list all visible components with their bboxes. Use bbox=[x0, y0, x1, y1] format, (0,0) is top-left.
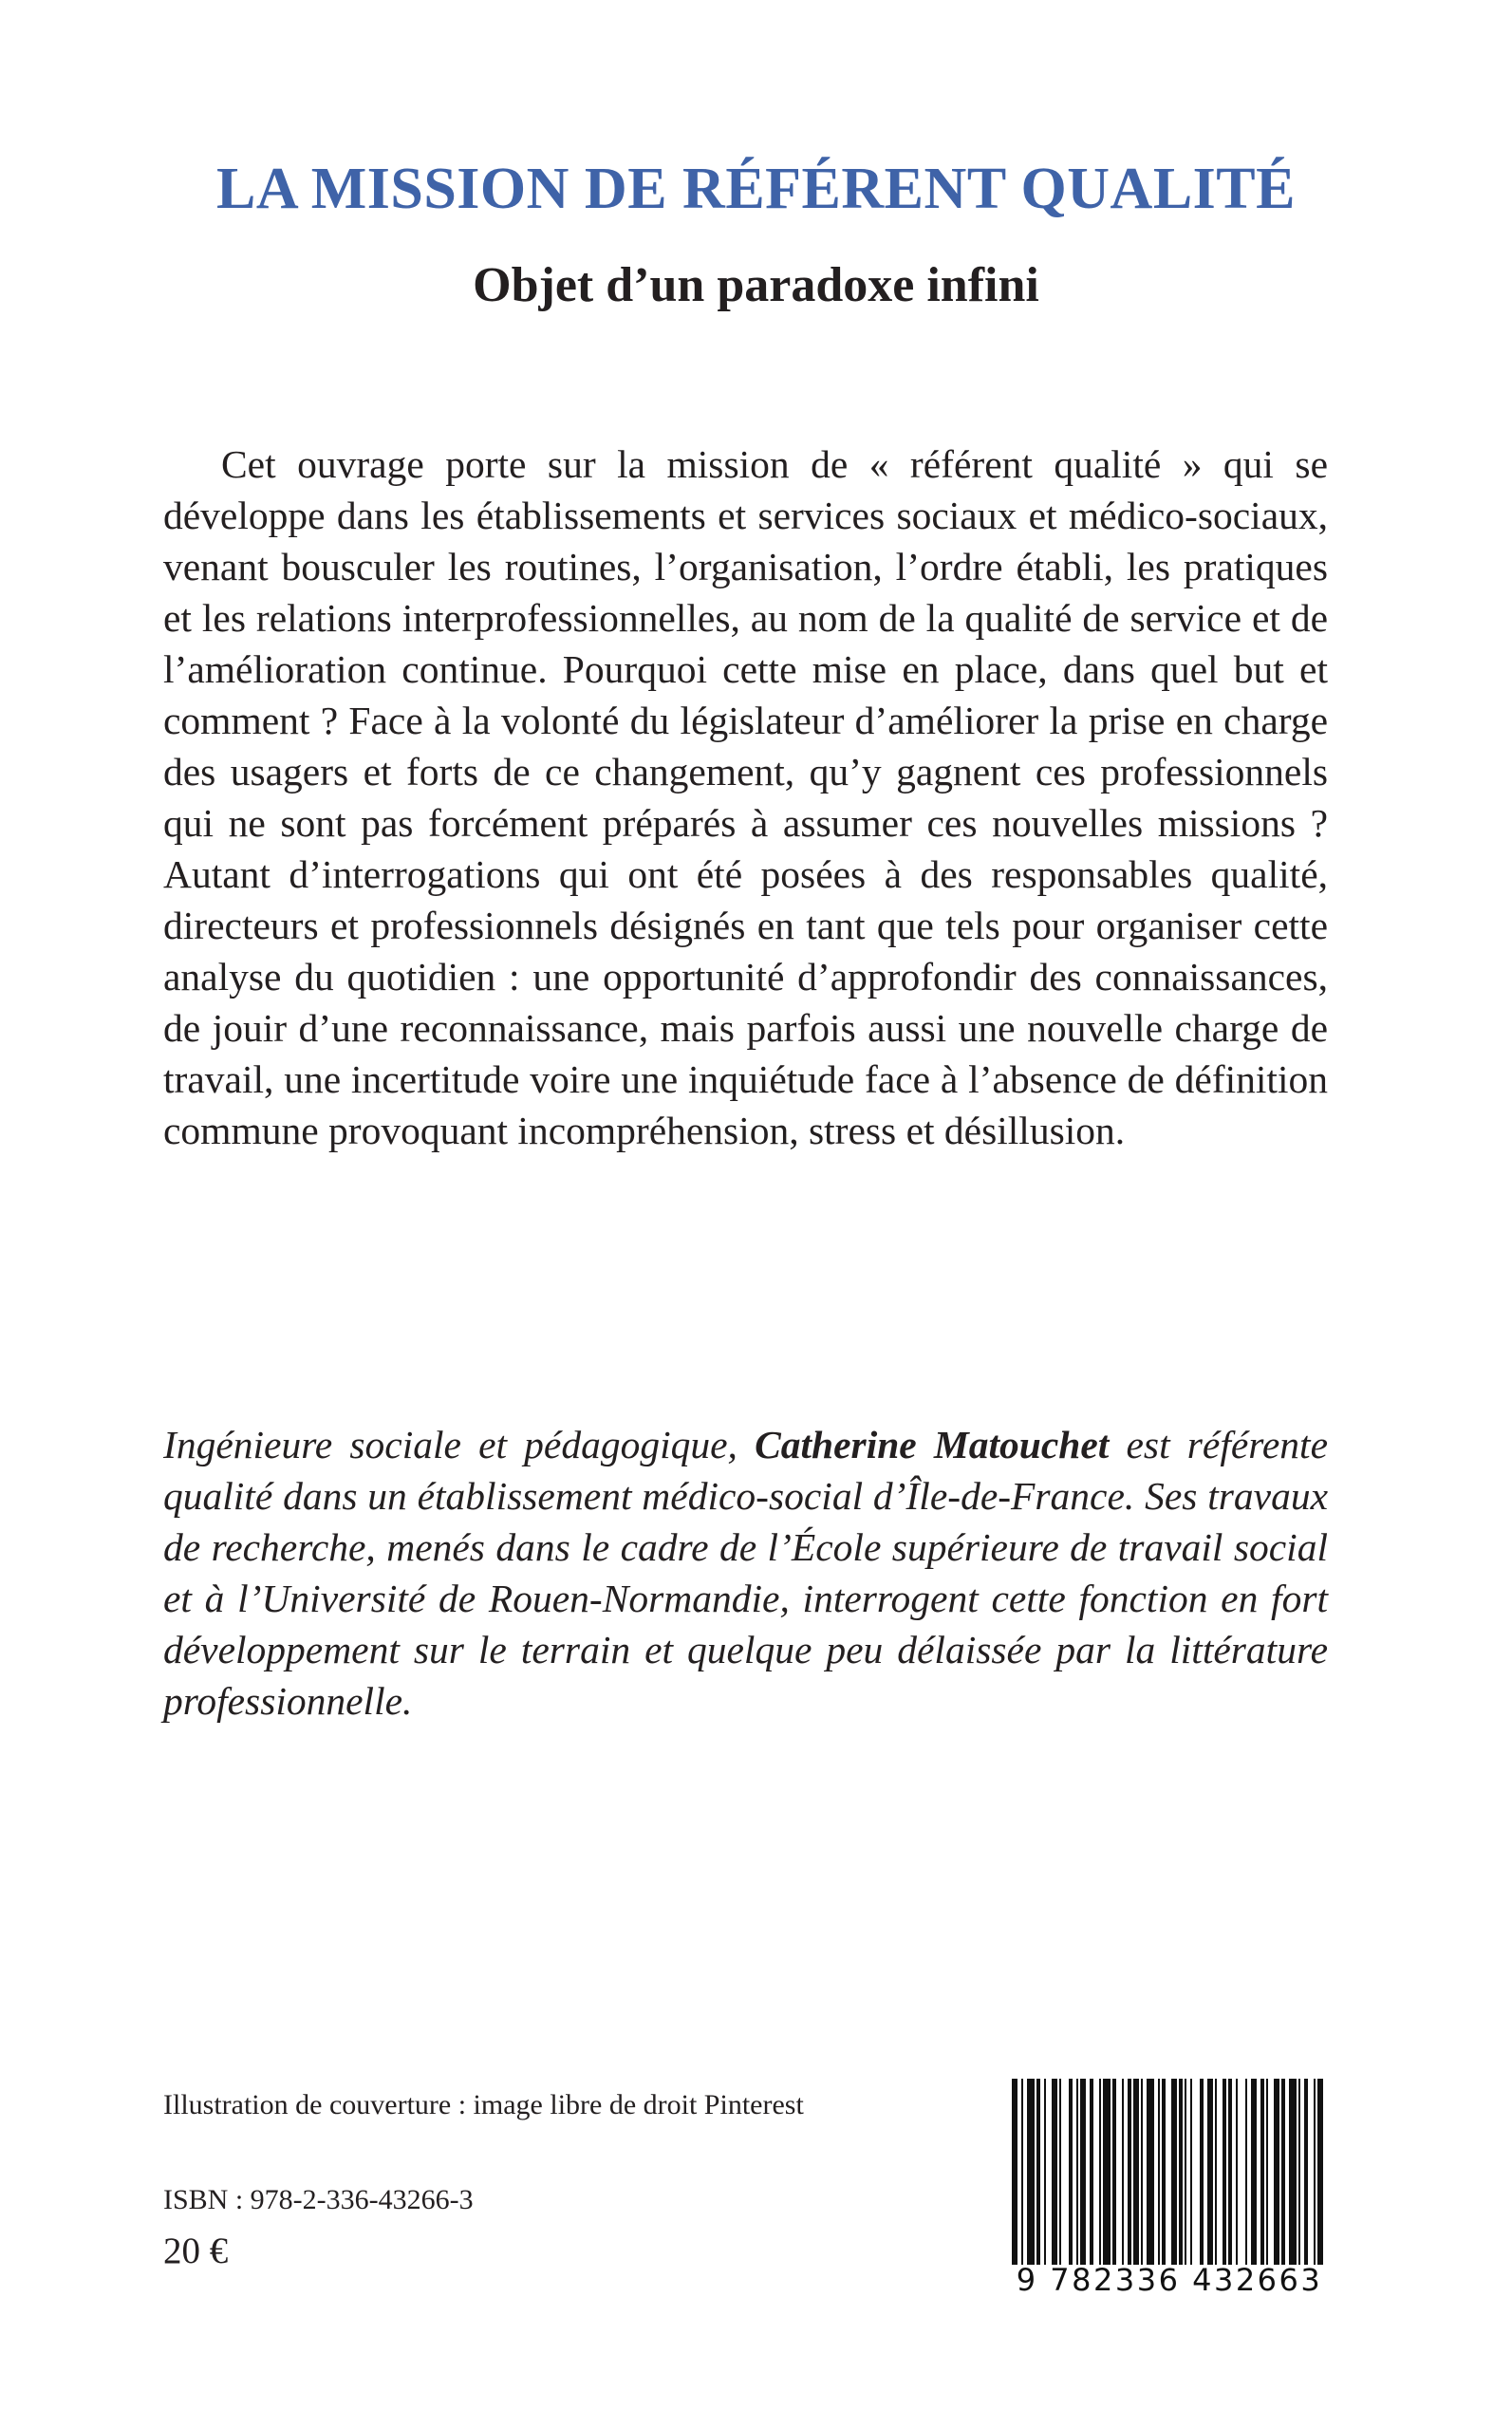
barcode-bar bbox=[1266, 2079, 1268, 2265]
barcode-bar bbox=[1190, 2079, 1192, 2265]
barcode-bar bbox=[1304, 2079, 1308, 2265]
barcode-bar bbox=[1036, 2079, 1040, 2265]
barcode-bar bbox=[1012, 2079, 1017, 2265]
barcode-bar bbox=[1069, 2079, 1073, 2265]
barcode-bar bbox=[1200, 2079, 1204, 2265]
illustration-credit: Illustration de couverture : image libre de droit Pinterest bbox=[163, 2089, 804, 2120]
barcode-digits: 9 782336 432663 bbox=[1016, 2262, 1323, 2298]
book-title: LA MISSION DE RÉFÉRENT QUALITÉ bbox=[215, 157, 1297, 221]
back-cover-summary: Cet ouvrage porte sur la mission de « référent qualité » qui se développe dans les établissements et services sociaux et médico-sociaux, venant bousculer les routines, l’organisation, l’ordre établi, les pratiques et les relations interprofessionnelles, au nom de la qualité de service et de l’amélioration continue. Pourquoi cette mise en place, dans quel but et comment ? Face à la volonté du législateur d’améliorer la prise en charge des usagers et forts de ce changement, qu’y gagnent ces professionnels qui ne sont pas forcément préparés à assumer ces nouvelles missions ? Autant d’interrogations qui ont été posées à des responsables qualité, directeurs et professionnels désignés en tant que tels pour organiser cette analyse du quotidien : une opportunité d’approfondir des connaissances, de jouir d’une reconnaissance, mais parfois aussi une nouvelle charge de travail, une incertitude voire une inquiétude face à l’absence de définition commune provoquant incompréhension, stress et désillusion. bbox=[163, 442, 1328, 1152]
barcode-bars bbox=[1012, 2079, 1327, 2265]
barcode-bar bbox=[1133, 2079, 1139, 2265]
barcode-bar bbox=[1122, 2079, 1124, 2265]
author-bio-intro: Ingénieure sociale et pédagogique, bbox=[163, 1423, 756, 1466]
barcode-bar bbox=[1021, 2079, 1023, 2265]
barcode-bar bbox=[1147, 2079, 1154, 2265]
price: 20 € bbox=[163, 2231, 229, 2271]
barcode-bar bbox=[1314, 2079, 1316, 2265]
barcode-bar bbox=[1090, 2079, 1093, 2265]
author-bio bbox=[163, 1419, 1328, 1727]
barcode-bar bbox=[1141, 2079, 1143, 2265]
barcode-bar bbox=[1281, 2079, 1285, 2265]
barcode-bar bbox=[1059, 2079, 1061, 2265]
barcode-bar bbox=[1027, 2079, 1035, 2265]
barcode-bar bbox=[1236, 2079, 1238, 2265]
barcode-bar bbox=[1103, 2079, 1111, 2265]
barcode-bar bbox=[1251, 2079, 1257, 2265]
barcode-bar bbox=[1260, 2079, 1264, 2265]
barcode-bar bbox=[1099, 2079, 1101, 2265]
barcode-bar bbox=[1158, 2079, 1160, 2265]
isbn: ISBN : 978-2-336-43266-3 bbox=[163, 2184, 474, 2215]
barcode-bar bbox=[1245, 2079, 1247, 2265]
barcode-bar bbox=[1162, 2079, 1166, 2265]
barcode-bar bbox=[1171, 2079, 1177, 2265]
barcode-bar bbox=[1223, 2079, 1226, 2265]
barcode-bar bbox=[1215, 2079, 1217, 2265]
barcode bbox=[1012, 2079, 1327, 2297]
barcode-bar bbox=[1076, 2079, 1078, 2265]
barcode-bar bbox=[1080, 2079, 1086, 2265]
author-bio-rest: est référente qualité dans un établissement médico-social d’Île-de-France. Ses travaux de recherche, menés dans le cadre de l’École supérieure de travail social et à l’Université de Rouen-Normandie, interrogent cette fonction en fort développement sur le terrain et quelque peu délaissée par la littérature professionnelle. bbox=[163, 1423, 1328, 1723]
barcode-bar bbox=[1044, 2079, 1046, 2265]
barcode-bar bbox=[1052, 2079, 1057, 2265]
book-subtitle: Objet d’un paradoxe infini bbox=[473, 258, 1039, 312]
barcode-bar bbox=[1274, 2079, 1279, 2265]
barcode-bar bbox=[1185, 2079, 1186, 2265]
barcode-bar bbox=[1207, 2079, 1213, 2265]
barcode-bar bbox=[1128, 2079, 1131, 2265]
barcode-bar bbox=[1298, 2079, 1300, 2265]
author-name: Catherine Matouchet bbox=[755, 1423, 1110, 1466]
barcode-bar bbox=[1228, 2079, 1232, 2265]
barcode-bar bbox=[1317, 2079, 1323, 2265]
barcode-bar bbox=[1112, 2079, 1116, 2265]
barcode-bar bbox=[1289, 2079, 1297, 2265]
barcode-bar bbox=[1179, 2079, 1183, 2265]
